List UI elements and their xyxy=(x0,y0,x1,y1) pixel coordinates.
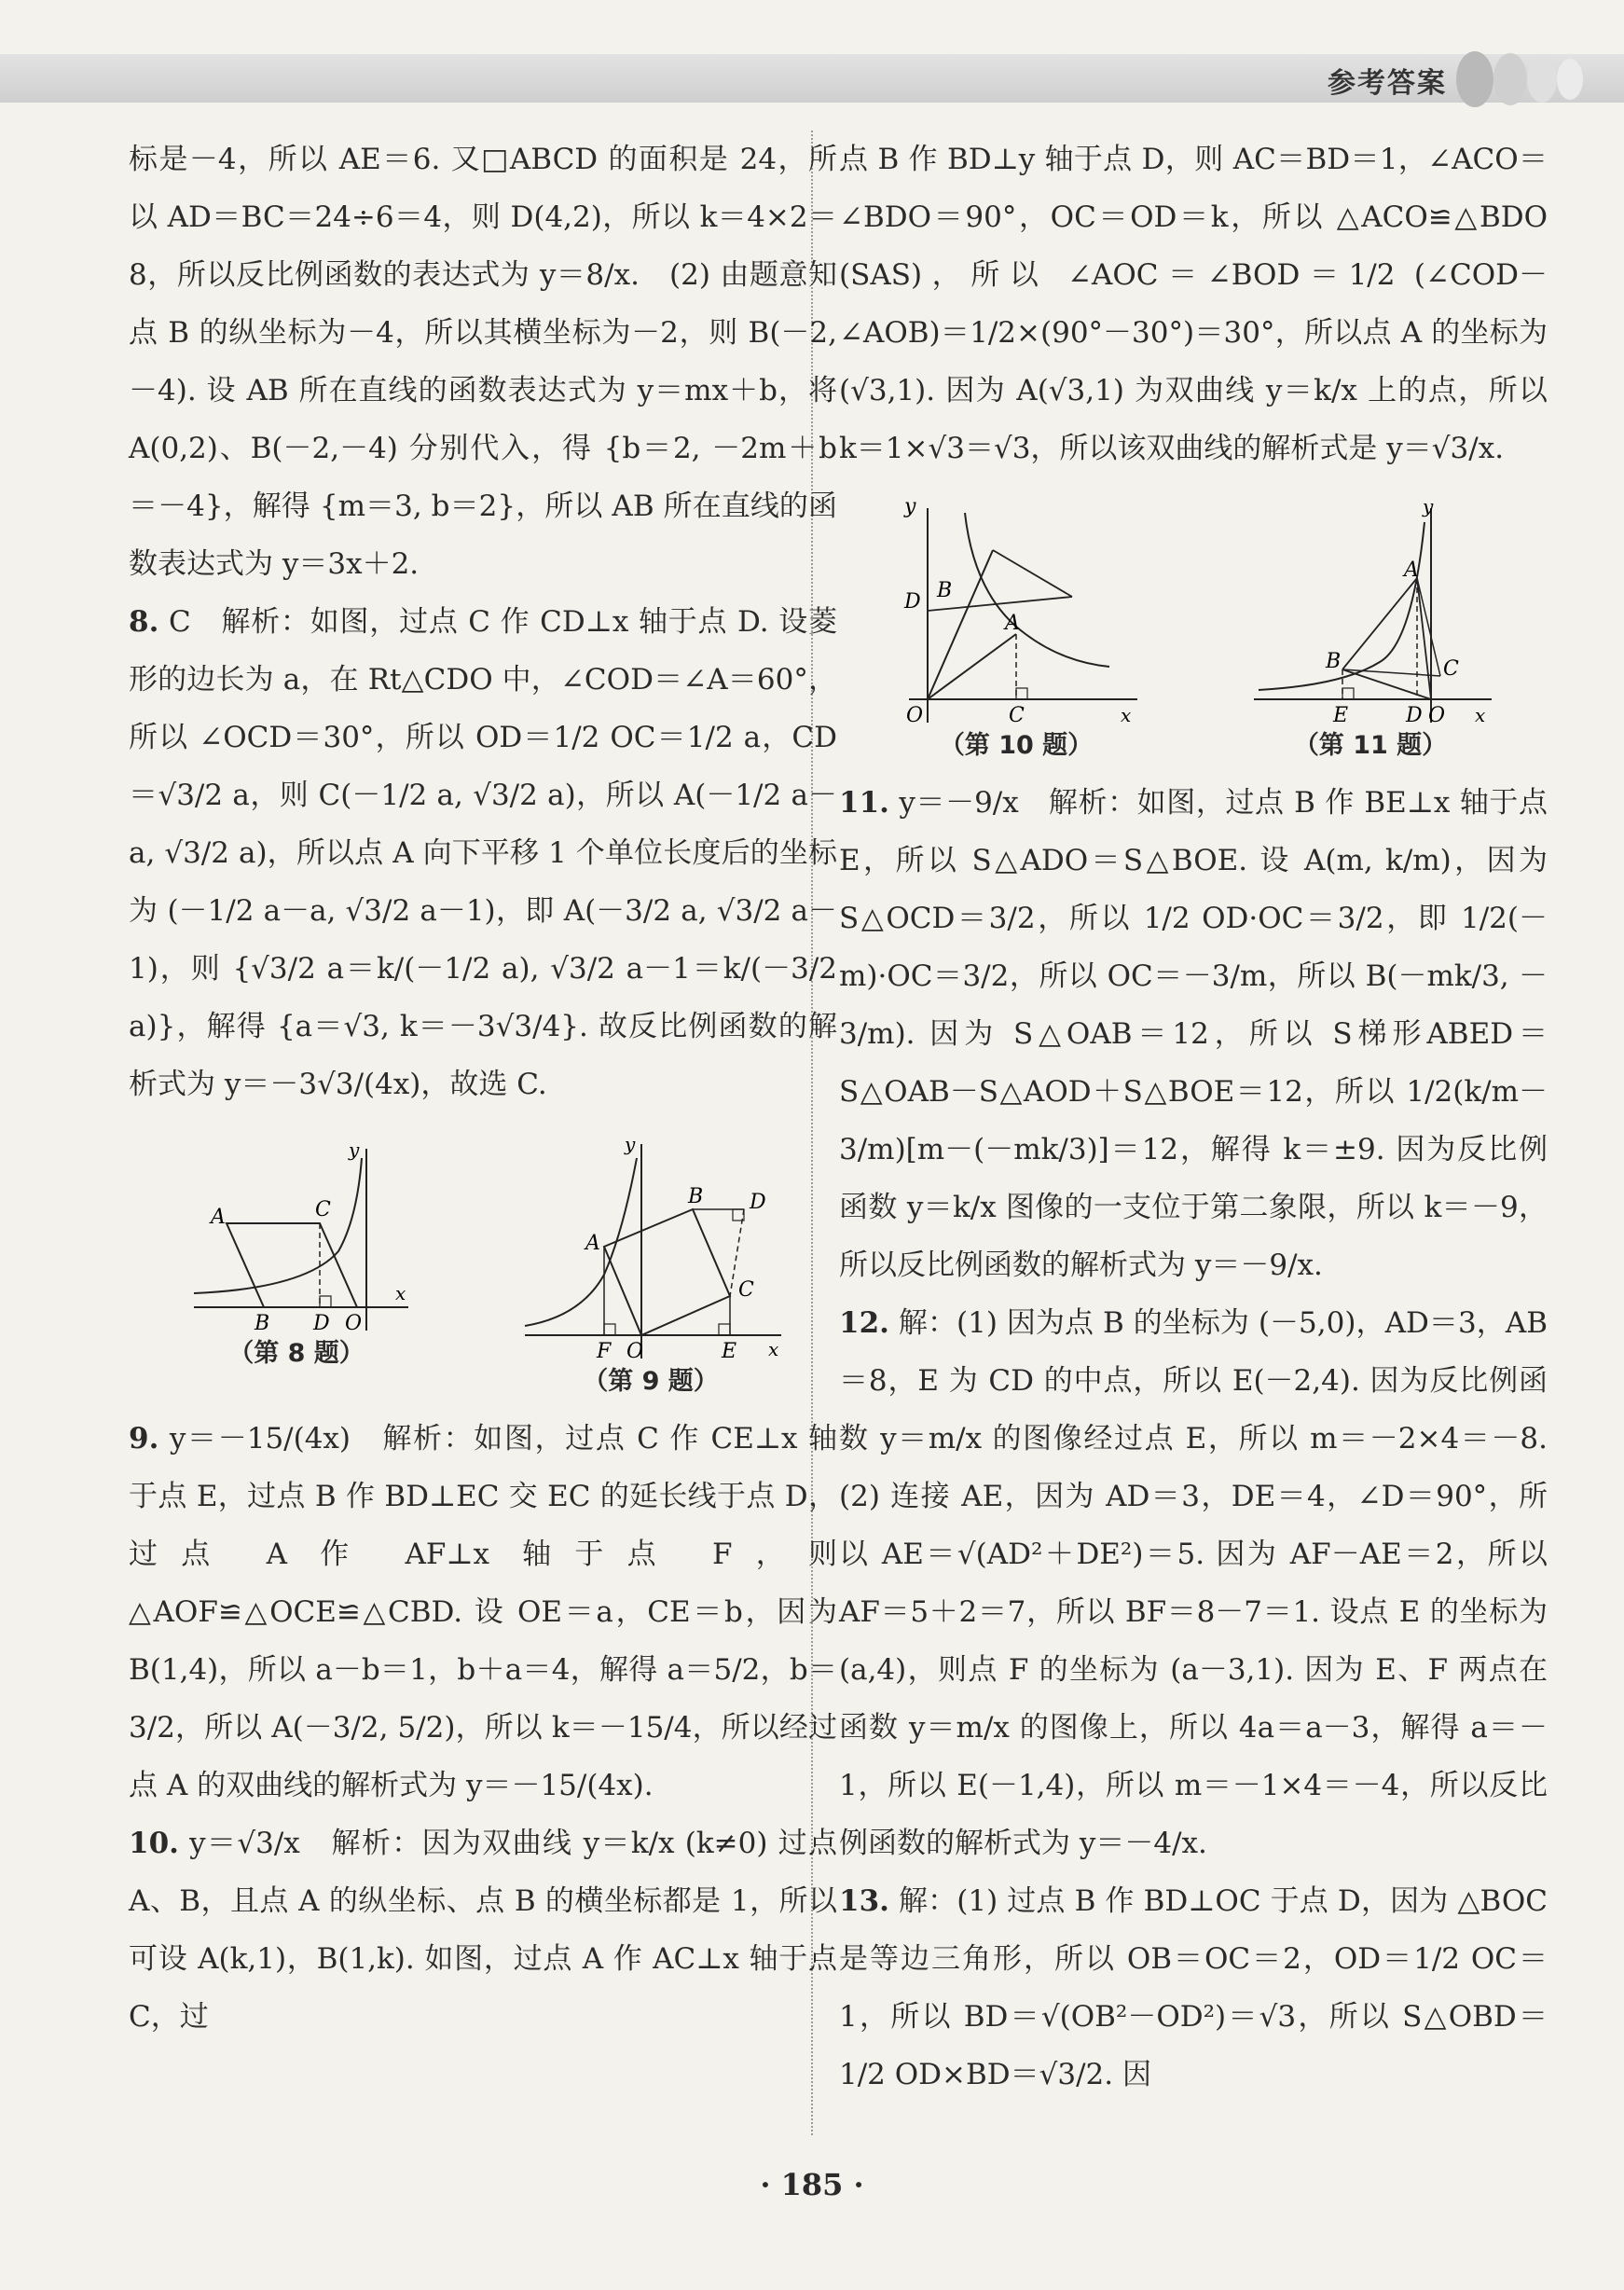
question-8 xyxy=(129,593,837,1113)
question-number: 10. xyxy=(129,1827,179,1860)
question-13 xyxy=(839,1872,1548,2104)
f10-label-x: x xyxy=(1121,704,1132,726)
question-10-text: y＝√3/x 解析：因为双曲线 y＝k/x (k≠0) 过点 A、B，且点 A 的纵坐标、点 B 的横坐标都是 1，所以可设 A(k,1)，B(1,k). 如图，过点 A 作 AC⊥x 轴于点 C，过 xyxy=(129,1827,837,2034)
f9-label-E: E xyxy=(722,1340,737,1363)
figure-11-caption: （第 11 题） xyxy=(1293,731,1448,760)
header-title: 参考答案 xyxy=(1328,67,1447,100)
question-number: 12. xyxy=(839,1306,889,1340)
figure-11 xyxy=(1240,494,1501,765)
f9-label-A: A xyxy=(585,1232,600,1255)
f10-label-B: B xyxy=(937,579,953,602)
question-11 xyxy=(839,774,1548,1294)
figure-9-caption: （第 9 题） xyxy=(583,1367,719,1396)
f8-label-B: B xyxy=(255,1312,270,1335)
f9-label-y: y xyxy=(625,1133,636,1155)
f8-label-C: C xyxy=(315,1198,331,1221)
f11-label-y: y xyxy=(1423,495,1434,517)
paragraph-q7-continued: 标是－4，所以 AE＝6. 又□ABCD 的面积是 24，所以 AD＝BC＝24÷6＝4，则 D(4,2)，所以 k＝4×2＝8，所以反比例函数的表达式为 y＝8/x. (2) 由题意知点 B 的纵坐标为－4，所以其横坐标为－2，则 B(－2,－4). 设 AB 所在直线的函数表达式为 y＝mx＋b，将 A(0,2)、B(－2,－4) 分别代入，得 {b＝2, －2m＋b＝－4}，解得 {m＝3, b＝2}，所以 AB 所在直线的函数表达式为 y＝3x＋2. xyxy=(129,143,837,581)
header-tab-decoration xyxy=(1456,50,1605,108)
question-number: 9. xyxy=(129,1422,159,1455)
f8-label-y: y xyxy=(349,1138,360,1161)
f11-label-O: O xyxy=(1428,704,1446,727)
f9-label-D: D xyxy=(750,1191,766,1214)
f9-label-C: C xyxy=(738,1278,754,1302)
right-column xyxy=(839,131,1576,2104)
f10-label-y: y xyxy=(904,495,916,518)
question-number: 13. xyxy=(839,1884,889,1918)
f8-label-A: A xyxy=(211,1206,226,1229)
f8-label-O: O xyxy=(345,1312,363,1335)
figure-10-caption: （第 10 题） xyxy=(939,731,1094,760)
question-9 xyxy=(129,1410,837,1814)
figure-10-diagram xyxy=(886,494,1147,727)
f9-label-F: F xyxy=(597,1340,612,1363)
figure-row-8-9 xyxy=(129,1130,837,1400)
f11-label-A: A xyxy=(1404,559,1419,582)
paragraph-q10-continued: 点 B 作 BD⊥y 轴于点 D，则 AC＝BD＝1，∠ACO＝∠BDO＝90°，OC＝OD＝k，所以 △ACO≌△BDO (SAS)，所以 ∠AOC＝∠BOD＝1/2 (∠COD－∠AOB)＝1/2×(90°－30°)＝30°，所以点 A 的坐标为 (√3,1). 因为 A(√3,1) 为双曲线 y＝k/x 上的点，所以 k＝1×√3＝√3，所以该双曲线的解析式是 y＝√3/x. xyxy=(839,143,1548,465)
question-11-text: y＝－9/x 解析：如图，过点 B 作 BE⊥x 轴于点 E，所以 S△ADO＝S△BOE. 设 A(m, k/m)，因为 S△OCD＝3/2，所以 1/2 OD·OC＝3/2，即 1/2(－m)·OC＝3/2，所以 OC＝－3/m，所以 B(－mk/3, －3/m). 因为 S△OAB＝12，所以 S梯形ABED＝S△OAB－S△AOD＋S△BOE＝12，所以 1/2(k/m－3/m)[m－(－mk/3)]＝12，解得 k＝±9. 因为反比例函数 y＝k/x 图像的一支位于第二象限，所以 k＝－9，所以反比例函数的解析式为 y＝－9/x. xyxy=(839,786,1548,1282)
question-12-text: 解：(1) 因为点 B 的坐标为 (－5,0)，AD＝3，AB＝8，E 为 CD 的中点，所以 E(－2,4). 因为反比例函数 y＝m/x 的图像经过点 E，所以 m＝－2×4＝－8. (2) 连接 AE，因为 AD＝3，DE＝4，∠D＝90°，所以 AE＝√(AD²＋DE²)＝5. 因为 AF－AE＝2，所以 AF＝5＋2＝7，所以 BF＝8－7＝1. 设点 E 的坐标为 (a,4)，则点 F 的坐标为 (a－3,1). 因为 E、F 两点在函数 y＝m/x 的图像上，所以 4a＝a－3，解得 a＝－1，所以 E(－1,4)，所以 m＝－1×4＝－4，所以反比例函数的解析式为 y＝－4/x. xyxy=(839,1306,1576,1860)
question-12 xyxy=(839,1294,1576,1872)
f11-label-x: x xyxy=(1475,704,1486,726)
f9-label-x: x xyxy=(768,1338,779,1360)
figure-11-diagram xyxy=(1240,494,1501,727)
figure-9-diagram xyxy=(511,1130,791,1363)
f8-label-D: D xyxy=(313,1312,330,1335)
figure-8-diagram xyxy=(175,1130,418,1335)
question-9-text: y＝－15/(4x) 解析：如图，过点 C 作 CE⊥x 轴于点 E，过点 B 作 BD⊥EC 交 EC 的延长线于点 D，过点 A 作 AF⊥x 轴于点 F，则 △AOF≌△OCE≌△CBD. 设 OE＝a，CE＝b，因为 B(1,4)，所以 a－b＝1，b＋a＝4，解得 a＝5/2，b＝3/2，所以 A(－3/2, 5/2)，所以 k＝－15/4，所以经过点 A 的双曲线的解析式为 y＝－15/(4x). xyxy=(129,1422,837,1802)
figure-10 xyxy=(886,494,1147,765)
question-10 xyxy=(129,1814,837,2046)
figure-8 xyxy=(175,1130,418,1400)
f10-label-O: O xyxy=(906,704,924,727)
f11-label-B: B xyxy=(1326,650,1342,673)
left-column xyxy=(129,131,837,2046)
question-8-text: C 解析：如图，过点 C 作 CD⊥x 轴于点 D. 设菱形的边长为 a，在 Rt△CDO 中，∠COD＝∠A＝60°，所以 ∠OCD＝30°，所以 OD＝1/2 OC＝1/2 a，CD＝√3/2 a，则 C(－1/2 a, √3/2 a)，所以 A(－1/2 a－a, √3/2 a)，所以点 A 向下平移 1 个单位长度后的坐标为 (－1/2 a－a, √3/2 a－1)，即 A(－3/2 a, √3/2 a－1)，则 {√3/2 a＝k/(－1/2 a), √3/2 a－1＝k/(－3/2 a)}，解得 {a＝√3, k＝－3√3/4}. 故反比例函数的解析式为 y＝－3√3/(4x)，故选 C. xyxy=(129,605,838,1101)
figure-row-10-11 xyxy=(839,494,1548,765)
figure-9 xyxy=(511,1130,791,1400)
question-number: 8. xyxy=(129,605,159,639)
f10-label-A: A xyxy=(1005,612,1020,635)
f11-label-C: C xyxy=(1443,657,1459,681)
f9-label-B: B xyxy=(688,1185,704,1208)
figure-8-caption: （第 8 题） xyxy=(228,1339,365,1368)
f10-label-C: C xyxy=(1009,704,1025,727)
f8-label-x: x xyxy=(395,1282,406,1304)
page-number: · 185 · xyxy=(760,2167,864,2202)
question-number: 11. xyxy=(839,786,889,820)
question-13-text: 解：(1) 过点 B 作 BD⊥OC 于点 D，因为 △BOC 是等边三角形，所以 OB＝OC＝2，OD＝1/2 OC＝1，所以 BD＝√(OB²－OD²)＝√3，所以 S△OBD＝1/2 OD×BD＝√3/2. 因 xyxy=(839,1884,1548,2091)
f11-label-D: D xyxy=(1406,704,1423,727)
f11-label-E: E xyxy=(1333,704,1349,727)
f10-label-D: D xyxy=(904,590,921,614)
f9-label-O: O xyxy=(626,1340,644,1363)
